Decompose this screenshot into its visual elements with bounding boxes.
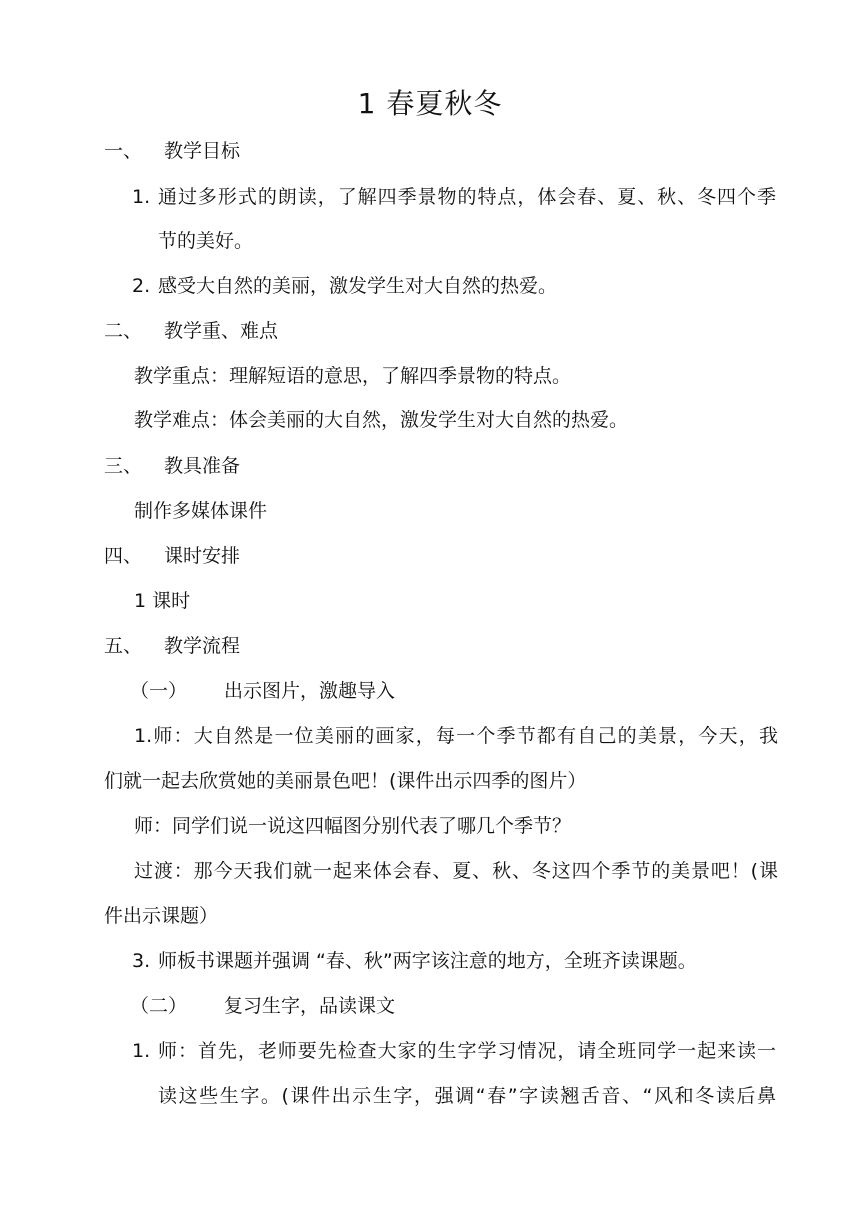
part-1-item-3-text: 师板书课题并强调 “春、秋”两字该注意的地方，全班齐读课题。 — [158, 950, 697, 972]
section-3-heading: 教具准备 — [164, 455, 241, 477]
section-4-number: 四、 — [104, 545, 143, 567]
part-1-paragraph-3-line-2: 件出示课题） — [104, 905, 219, 927]
materials: 制作多媒体课件 — [134, 500, 268, 522]
part-1-paragraph-1-line-2: 们就一起去欣赏她的美丽景色吧！(课件出示四季的图片） — [104, 770, 587, 792]
part-2-item-1-line-2: 读这些生字。(课件出示生字，强调“春”字读翘舌音、“风和冬读后鼻 — [158, 1085, 776, 1107]
goal-2-number: 2. — [132, 275, 151, 297]
part-1-paragraph-2: 师：同学们说一说这四幅图分别代表了哪几个季节？ — [134, 815, 572, 837]
part-1-paragraph-3-line-1: 过渡：那今天我们就一起来体会春、夏、秋、冬这四个季节的美景吧！(课 — [134, 860, 778, 882]
part-2-heading: 复习生字，品读课文 — [224, 995, 396, 1017]
section-3-number: 三、 — [104, 455, 143, 477]
goal-2-line-1: 感受大自然的美丽，激发学生对大自然的热爱。 — [158, 275, 558, 297]
part-1-item-3-number: 3. — [132, 950, 151, 972]
goal-1-line-2: 节的美好。 — [158, 230, 254, 252]
key-point: 教学重点：理解短语的意思，了解四季景物的特点。 — [134, 365, 572, 387]
section-5-number: 五、 — [104, 635, 143, 657]
part-2-number: （二） — [130, 995, 188, 1017]
section-4-heading: 课时安排 — [164, 545, 241, 567]
page-title: 1 春夏秋冬 — [357, 87, 503, 120]
part-2-item-1-line-1: 师：首先，老师要先检查大家的生字学习情况，请全班同学一起来读一 — [158, 1040, 776, 1062]
goal-1-number: 1. — [132, 186, 151, 208]
section-5-heading: 教学流程 — [164, 635, 241, 657]
section-1-number: 一、 — [104, 140, 143, 162]
section-1-heading: 教学目标 — [164, 140, 241, 162]
schedule: 1 课时 — [134, 590, 191, 612]
section-2-number: 二、 — [104, 320, 143, 342]
part-2-item-1-number: 1. — [132, 1040, 151, 1062]
goal-1-line-1: 通过多形式的朗读，了解四季景物的特点，体会春、夏、秋、冬四个季 — [158, 186, 776, 208]
part-1-paragraph-1-line-1: 1.师：大自然是一位美丽的画家，每一个季节都有自己的美景，今天，我 — [134, 725, 778, 747]
difficulty: 教学难点：体会美丽的大自然，激发学生对大自然的热爱。 — [134, 409, 629, 431]
part-1-number: （一） — [130, 680, 188, 702]
section-2-heading: 教学重、难点 — [164, 320, 279, 342]
part-1-heading: 出示图片，激趣导入 — [224, 680, 396, 702]
